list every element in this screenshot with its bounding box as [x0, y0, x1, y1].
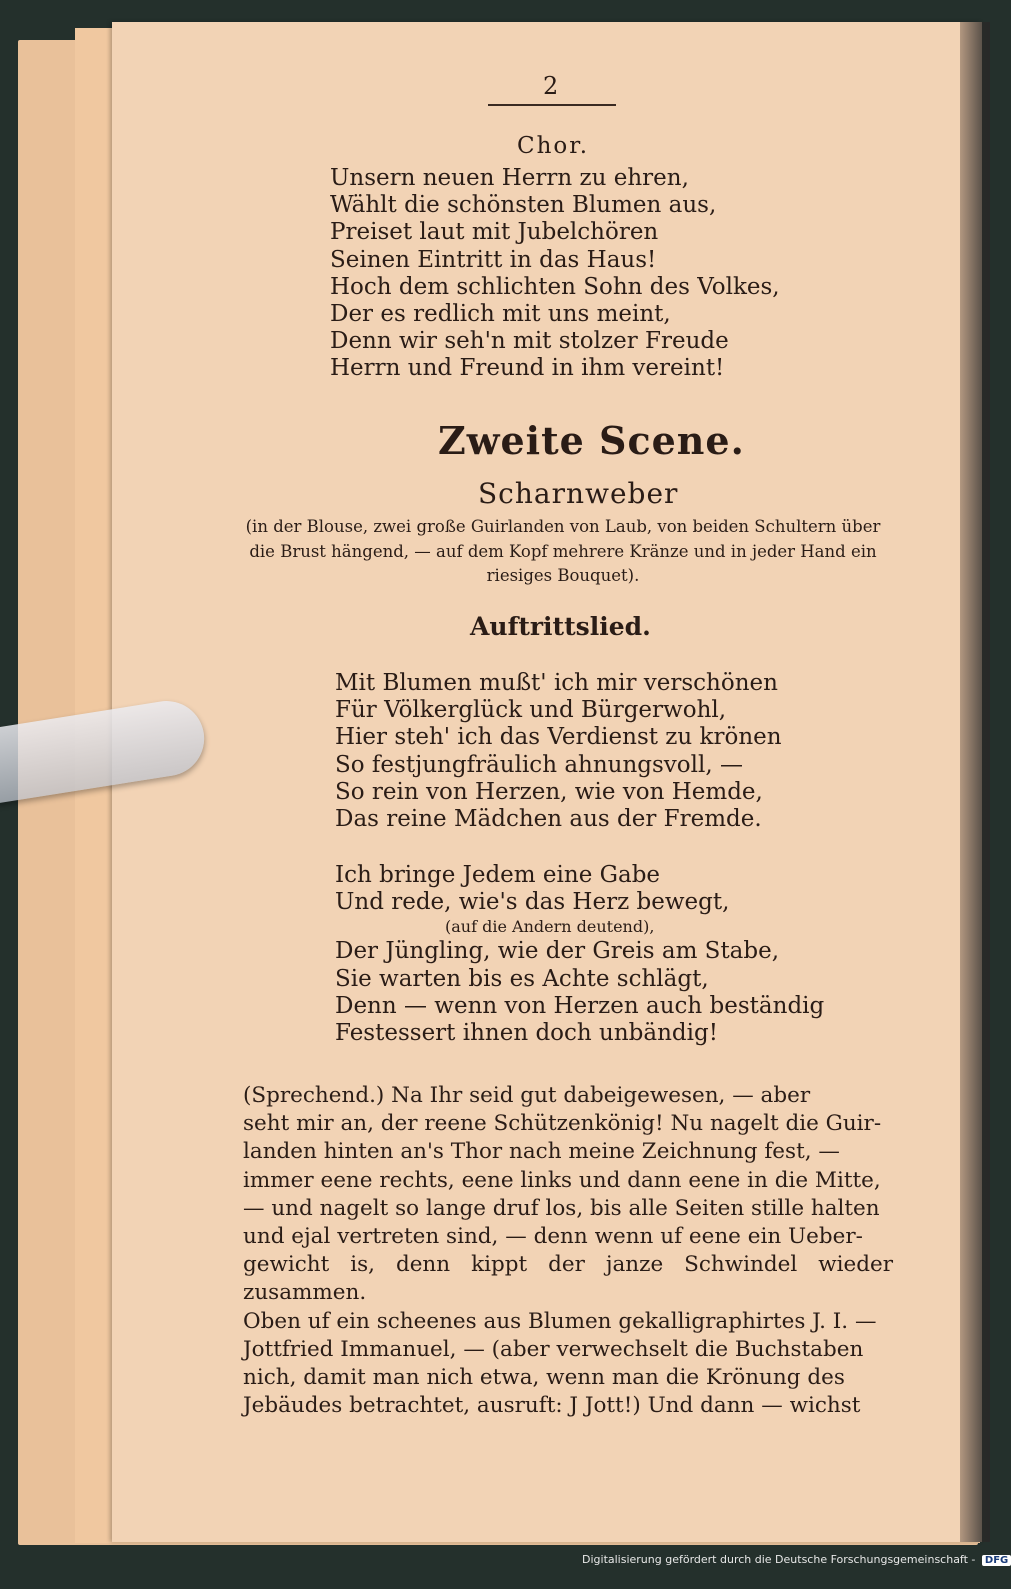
chorus-heading: Chor. — [517, 133, 590, 159]
verse-line: Festessert ihnen doch unbändig! — [335, 1020, 718, 1047]
prose-line: landen hinten an's Thor nach meine Zeichnung fest, — — [243, 1139, 840, 1165]
prose-line: Jottfried Immanuel, — (aber verwechselt die Buchstaben — [243, 1336, 864, 1362]
prose-line: und ejal vertreten sind, — denn wenn uf eene ein Ueber- — [243, 1224, 863, 1250]
prose-line: gewicht is, denn kippt der janze Schwindel wieder zusammen. — [243, 1252, 893, 1306]
verse-line: Sie warten bis es Achte schlägt, — [335, 965, 709, 992]
prose-line: (Sprechend.) Na Ihr seid gut dabeigewesen, — aber — [243, 1083, 811, 1108]
verse-line: Der es redlich mit uns meint, — [330, 301, 671, 328]
verse-line: Herrn und Freund in ihm vereint! — [330, 355, 725, 382]
verse-line: So rein von Herzen, wie von Hemde, — [335, 778, 763, 805]
header-rule — [488, 104, 616, 106]
verse-line: Wählt die schönsten Blumen aus, — [330, 192, 717, 219]
speaker-name: Scharnweber — [478, 477, 679, 510]
prose-line: seht mir an, der reene Schützenkönig! Nu nagelt die Guir- — [243, 1111, 882, 1137]
scene-title: Zweite Scene. — [438, 418, 745, 463]
song-title: Auftrittslied. — [470, 612, 651, 641]
verse-line: Ich bringe Jedem eine Gabe — [335, 862, 661, 888]
verse-line: Hier steh' ich das Verdienst zu krönen — [335, 724, 782, 751]
verse-line: Und rede, wie's das Herz bewegt, — [335, 889, 730, 916]
stanza-two — [335, 862, 824, 1047]
verse-line: Für Völkerglück und Bürgerwohl, — [335, 697, 727, 724]
verse-line: Seinen Eintritt in das Haus! — [330, 246, 657, 273]
verse-line: Preiset laut mit Jubelchören — [330, 219, 659, 246]
stage-direction: (in der Blouse, zwei große Guirlanden von Laub, von beiden Schultern über die Brust hängend, — auf dem Kopf mehrere Kränze und in jeder Hand ein riesiges Bouquet). — [245, 517, 881, 585]
prose-line: — und nagelt so lange druf los, bis alle Seiten stille halten — [243, 1195, 880, 1221]
prose-line: Oben uf ein scheenes aus Blumen gekalligraphirtes J. I. — — [243, 1308, 877, 1334]
page-gutter-shadow — [960, 22, 990, 1542]
spoken-passage — [243, 1082, 893, 1420]
verse-line: Unsern neuen Herrn zu ehren, — [330, 165, 689, 191]
inline-stage-direction: (auf die Andern deutend), — [445, 917, 655, 937]
verse-line: Der Jüngling, wie der Greis am Stabe, — [335, 938, 780, 965]
prose-line: nich, damit man nich etwa, wenn man die Krönung des — [243, 1365, 845, 1391]
verse-line: So festjungfräulich ahnungsvoll, — — [335, 751, 743, 778]
stanza-one — [335, 670, 782, 833]
credit-text: Digitalisierung gefördert durch die Deutsche Forschungsgemeinschaft - — [582, 1553, 976, 1566]
verse-line: Denn — wenn von Herzen auch beständig — [335, 992, 825, 1019]
verse-line: Das reine Mädchen aus der Fremde. — [335, 806, 762, 833]
dfg-logo: DFG — [982, 1555, 1011, 1566]
page-number: 2 — [543, 72, 559, 100]
verse-line: Hoch dem schlichten Sohn des Volkes, — [330, 273, 780, 300]
verse-line: Mit Blumen mußt' ich mir verschönen — [335, 670, 778, 696]
prose-line: Jebäudes betrachtet, ausruft: J Jott!) Und dann — wichst — [243, 1393, 861, 1419]
chorus-verse — [330, 165, 780, 383]
verse-line: Denn wir seh'n mit stolzer Freude — [330, 328, 729, 355]
digitization-credit — [582, 1553, 1011, 1566]
prose-line: immer eene rechts, eene links und dann eene in die Mitte, — [243, 1167, 881, 1193]
